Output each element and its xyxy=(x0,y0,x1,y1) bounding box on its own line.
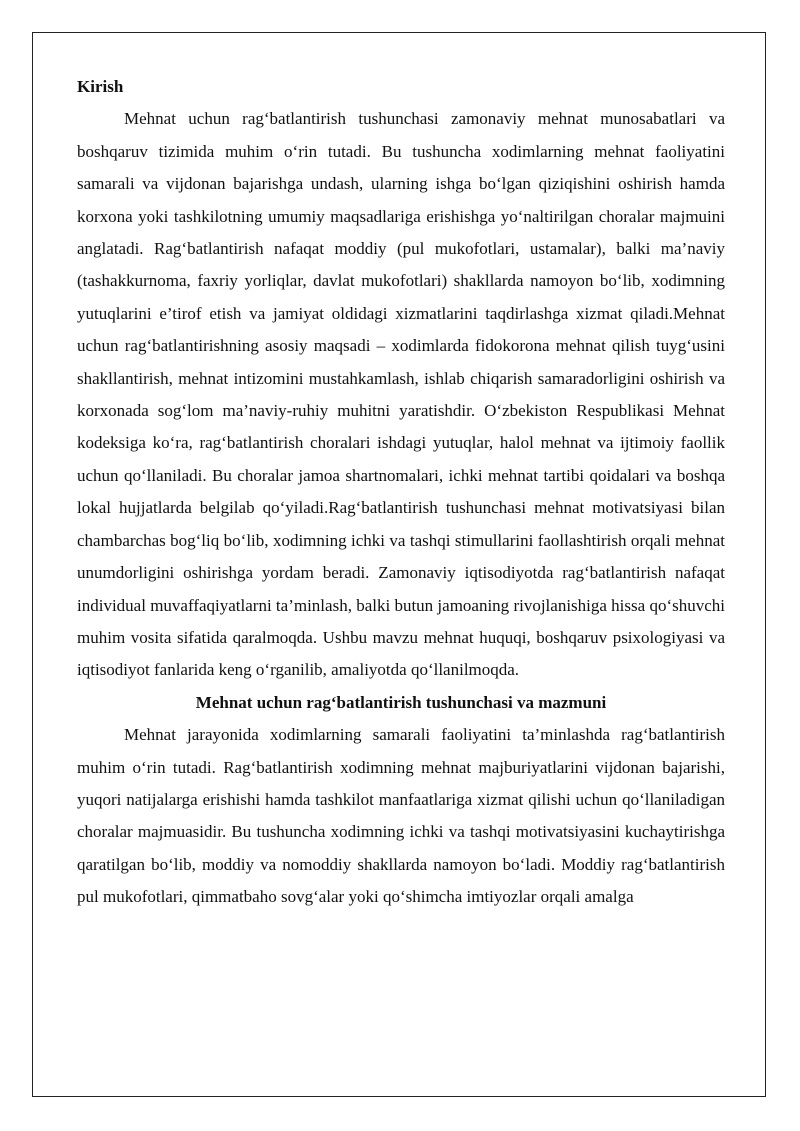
intro-heading: Kirish xyxy=(77,77,124,96)
section-paragraph: Mehnat jarayonida xodimlarning samarali faoliyatini ta’minlashda rag‘batlantirish muhim o‘rin tutadi. Rag‘batlantirish xodimning mehnat majburiyatlarini vijdonan bajarishi, yuqori natijalarga erishishi hamda tashkilot manfaatlariga xizmat qilishi uchun qo‘llaniladigan choralar majmuasidir. Bu tushuncha xodimning ichki va tashqi motivatsiyasini kuchaytirishga qaratilgan bo‘lib, moddiy va nomoddiy shakllarda namoyon bo‘ladi. Moddiy rag‘batlantirish pul mukofotlari, qimmatbaho sovg‘alar yoki qo‘shimcha imtiyozlar orqali amalga xyxy=(77,725,725,907)
document-body xyxy=(77,71,725,914)
intro-paragraph: Mehnat uchun rag‘batlantirish tushunchasi zamonaviy mehnat munosabatlari va boshqaruv tizimida muhim o‘rin tutadi. Bu tushuncha xodimlarning mehnat faoliyatini samarali va vijdonan bajarishga undash, ularning ishga bo‘lgan qiziqishini oshirish hamda korxona yoki tashkilotning umumiy maqsadlariga erishishga yo‘naltirilgan choralar majmuini anglatadi. Rag‘batlantirish nafaqat moddiy (pul mukofotlari, ustamalar), balki ma’naviy (tashakkurnoma, faxriy yorliqlar, davlat mukofotlari) shakllarda namoyon bo‘lib, xodimning yutuqlarini e’tirof etish va jamiyat oldidagi xizmatlarini taqdirlashga xizmat qiladi.Mehnat uchun rag‘batlantirishning asosiy maqsadi – xodimlarda fidokorona mehnat qilish tuyg‘usini shakllantirish, mehnat intizomini mustahkamlash, ishlab chiqarish samaradorligini oshirish va korxonada sog‘lom ma’naviy-ruhiy muhitni yaratishdir. O‘zbekiston Respublikasi Mehnat kodeksiga ko‘ra, rag‘batlantirish choralari ishdagi yutuqlar, halol mehnat va ijtimoiy faollik uchun qo‘llaniladi. Bu choralar jamoa shartnomalari, ichki mehnat tartibi qoidalari va boshqa lokal hujjatlarda belgilab qo‘yiladi.Rag‘batlantirish tushunchasi mehnat motivatsiyasi bilan chambarchas bog‘liq bo‘lib, xodimning ichki va tashqi stimullarini faollashtirish orqali mehnat unumdorligini oshirishga yordam beradi. Zamonaviy iqtisodiyotda rag‘batlantirish nafaqat individual muvaffaqiyatlarni ta’minlash, balki butun jamoaning rivojlanishiga hissa qo‘shuvchi muhim vosita sifatida qaralmoqda. Ushbu mavzu mehnat huquqi, boshqaruv psixologiyasi va iqtisodiyot fanlarida keng o‘rganilib, amaliyotda qo‘llanilmoqda. xyxy=(77,109,725,680)
section-heading: Mehnat uchun rag‘batlantirish tushunchasi va mazmuni xyxy=(195,692,607,712)
